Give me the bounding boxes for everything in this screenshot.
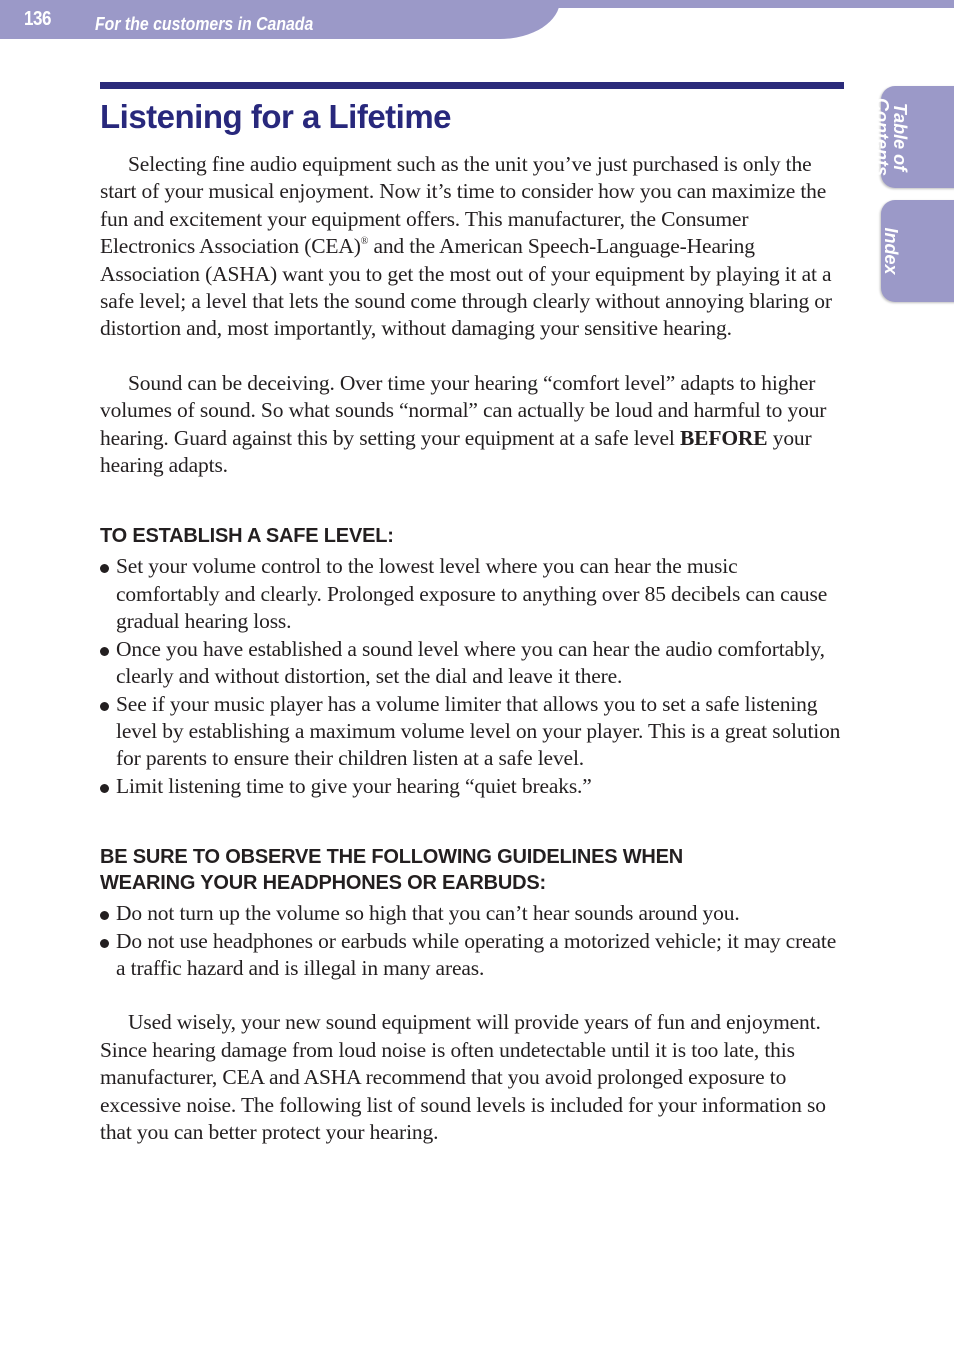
intro-paragraph-1 bbox=[100, 151, 844, 343]
intro-paragraph-2-text-a: Sound can be deceiving. Over time your hearing “comfort level” adapts to higher volumes of sound. So what sounds “normal” can actually be loud and harmful to your hearing. Guard against this by setting your equipment at a safe level bbox=[100, 370, 827, 450]
guidelines-heading-line-2: WEARING YOUR HEADPHONES OR EARBUDS: bbox=[100, 872, 546, 895]
list-item-text: Once you have established a sound level where you can hear the audio comfortably, clearly and without distortion, set the dial and leave it there. bbox=[116, 636, 825, 689]
list-item bbox=[100, 928, 844, 983]
list-item-text: See if your music player has a volume limiter that allows you to set a safe listening level by establishing a maximum volume level on your player. This is a great solution for parents to ensure their children listen at a safe level. bbox=[116, 691, 841, 771]
intro-paragraph-1-text-a: Selecting fine audio equipment such as the unit you’ve just purchased is only the start of your musical enjoyment. Now it’s time to consider how you can maximize the fun and excitement your equipment offers. This manufacturer, the Consumer Electronics Association (CEA) bbox=[100, 152, 827, 259]
index-tab-label: Index bbox=[881, 227, 901, 275]
main-content bbox=[100, 82, 844, 1173]
guidelines-list bbox=[100, 900, 844, 982]
list-item bbox=[100, 636, 844, 691]
list-item bbox=[100, 553, 844, 635]
bullet-icon bbox=[100, 911, 109, 920]
list-item-text: Set your volume control to the lowest level where you can hear the music comfortably and clearly. Prolonged exposure to anything over 85 decibels can cause gradual hearing loss. bbox=[116, 554, 828, 634]
header-bar-extension bbox=[520, 0, 954, 8]
page-title: Listening for a Lifetime bbox=[100, 98, 452, 135]
guidelines-heading bbox=[100, 844, 844, 896]
intro-paragraph-2-emphasis: BEFORE bbox=[679, 425, 768, 450]
page-header bbox=[0, 0, 954, 42]
bullet-icon bbox=[100, 647, 109, 656]
bullet-icon bbox=[100, 784, 109, 793]
bullet-icon bbox=[100, 939, 109, 948]
intro-paragraph-2-text-b: your hearing adapts. bbox=[100, 425, 812, 478]
table-of-contents-tab-label: Table of Contents bbox=[872, 98, 910, 176]
table-of-contents-tab[interactable] bbox=[872, 86, 954, 188]
list-item-text: Do not use headphones or earbuds while operating a motorized vehicle; it may create a traffic hazard and is illegal in many areas. bbox=[116, 928, 837, 980]
running-head: For the customers in Canada bbox=[95, 14, 314, 34]
list-item-text: Limit listening time to give your hearing “quiet breaks.” bbox=[116, 773, 592, 798]
closing-paragraph: Used wisely, your new sound equipment will provide years of fun and enjoyment. Since hearing damage from loud noise is often undetectable until it is too late, this manufacturer, CEA and ASHA recommend that you avoid prolonged exposure to excessive noise. The following list of sound levels is included for your information so that you can better protect your hearing. bbox=[100, 1010, 826, 1144]
registered-mark: ® bbox=[360, 236, 369, 248]
safe-level-heading: TO ESTABLISH A SAFE LEVEL: bbox=[100, 525, 394, 548]
page-number: 136 bbox=[24, 8, 52, 30]
list-item bbox=[100, 900, 844, 927]
title-rule bbox=[100, 82, 844, 89]
list-item bbox=[100, 691, 844, 773]
index-tab[interactable] bbox=[881, 200, 954, 302]
guidelines-heading-line-1: BE SURE TO OBSERVE THE FOLLOWING GUIDELINES WHEN bbox=[100, 846, 684, 869]
bullet-icon bbox=[100, 702, 109, 711]
safe-level-list bbox=[100, 553, 844, 800]
list-item bbox=[100, 773, 844, 800]
intro-paragraph-1-text-b: and the American Speech-Language-Hearing Association (ASHA) want you to get the most out of your equipment by playing it at a safe level; a level that lets the sound come through clearly without annoying blaring or distortion and, most importantly, without damaging your sensitive hearing. bbox=[100, 234, 832, 341]
bullet-icon bbox=[100, 564, 109, 573]
list-item-text: Do not turn up the volume so high that you can’t hear sounds around you. bbox=[116, 901, 740, 926]
intro-paragraph-2 bbox=[100, 370, 844, 480]
